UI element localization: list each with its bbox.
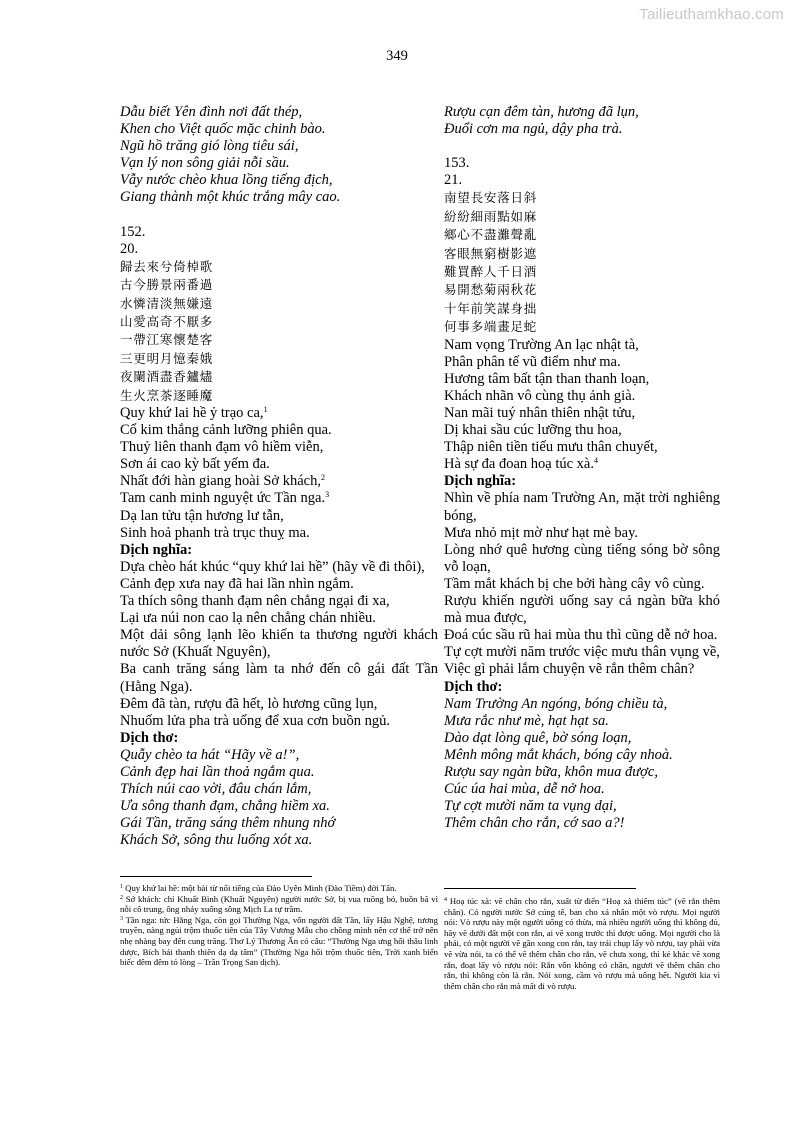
reading-line: Nhất đới hàn giang hoài Sở khách,$^2$ (120, 473, 325, 490)
poem-index: 152. (120, 223, 146, 240)
poem-line: Khách Sở, sông thu luống xót xa. (120, 832, 313, 849)
han-line: 生火烹茶逐睡魔 (120, 387, 214, 403)
poem-line: Thêm chân cho rắn, cớ sao a?! (444, 815, 625, 832)
footnote-ref[interactable]: 3 (325, 490, 330, 500)
han-line: 三更明月憶秦娥 (120, 350, 214, 366)
han-line: 一帶江寒懷楚客 (120, 332, 214, 348)
reading-line: Thập niên tiền tiếu mưu thân chuyết, (444, 439, 658, 456)
meaning-line: Dựa chèo hát khúc “quy khứ lai hề” (hãy về đi thôi), (120, 558, 425, 575)
poem-number: 21. (444, 172, 463, 189)
reading-line: Nam vọng Trường An lạc nhật tà, (444, 336, 639, 353)
meaning-line: Tự cợt mười năm trước việc mưu thân vụng về, (444, 644, 720, 661)
footnote: $^2$ Sở khách: chỉ Khuất Bình (Khuất Nguyên) người nước Sở, bị vua ruồng bỏ, buồn bã vì nỗi cô trung, ông nhảy xuống sông Mịch La tự trầm. (120, 893, 438, 915)
reading-line: Dạ lan tửu tận hương lư tẫn, (120, 507, 284, 524)
reading-line: Nan mãi tuý nhân thiên nhật tửu, (444, 405, 636, 421)
reading-line: Thuỷ liên thanh đạm vô hiềm viễn, (120, 439, 324, 456)
sino-vietnamese-reading (120, 405, 438, 542)
left-verse-end (120, 104, 438, 207)
reading-line: Cổ kim thắng cảnh lưỡng phiên qua. (120, 422, 332, 439)
han-line: 易開愁菊兩秋花 (444, 282, 538, 298)
han-line: 紛紛細雨點如麻 (444, 208, 538, 224)
verse-line: Vẫy nước chèo khua lồng tiếng địch, (120, 172, 333, 189)
meaning-line: Lòng nhớ quê hương cùng tiếng sóng bờ sông vỗ loạn, (444, 541, 720, 575)
han-line: 夜闌酒盡香鑪燼 (120, 369, 214, 385)
reading-line: Phân phân tế vũ điểm như ma. (444, 353, 621, 370)
han-line: 難買醉人千日酒 (444, 264, 538, 279)
reading-line: Sơn ái cao kỳ bất yếm đa. (120, 456, 270, 473)
reading-line: Tam canh minh nguyệt ức Tần nga.$^3$ (120, 490, 330, 507)
poem-line: Mênh mông mắt khách, bóng cây nhoà. (444, 746, 673, 763)
poem-line: Cúc úa hai mùa, dễ nở hoa. (444, 781, 605, 798)
footnote-ref[interactable]: 4 (594, 456, 598, 466)
han-line: 水憐清淡無嫌遠 (120, 295, 214, 311)
meaning-line: Nhuốm lửa pha trà uống để xua cơn buồn ngủ. (120, 712, 391, 729)
right-verse-end (444, 104, 720, 138)
meaning-line: Rượu khiến người uống say cả ngàn bữa khó mà mua được, (444, 593, 720, 627)
poem-translation (120, 747, 438, 850)
meaning-text (120, 559, 438, 730)
meaning-text (444, 490, 720, 678)
poem-number: 20. (120, 240, 139, 257)
poem-translation (444, 696, 720, 833)
verse-line: Khen cho Việt quốc mặc chinh bào. (120, 121, 326, 138)
poem-heading: Dịch thơ: (444, 678, 503, 695)
reading-line: Quy khứ lai hề ỷ trạo ca,$^1$ (120, 405, 268, 421)
left-footnotes (120, 883, 438, 968)
watermark: Tailieuthamkhao.com (639, 6, 784, 23)
poem-line: Cảnh đẹp hai lần thoả ngắm qua. (120, 763, 315, 780)
right-footnotes (444, 896, 720, 991)
meaning-line: Cảnh đẹp xưa nay đã hai lần nhìn ngắm. (120, 575, 354, 592)
reading-line: Dị khai sầu cúc lưỡng thu hoa, (444, 422, 622, 439)
footnote-ref[interactable]: 2 (320, 473, 325, 483)
meaning-line: Đêm đã tàn, rượu đã hết, lò hương cũng lụn, (120, 695, 378, 712)
han-line: 客眼無窮樹影遮 (444, 245, 538, 261)
meaning-line: Ba canh trăng sáng làm ta nhớ đến cô gái đất Tần (Hằng Nga). (120, 661, 438, 695)
sino-vietnamese-reading (444, 337, 720, 474)
han-line: 山愛高奇不厭多 (120, 313, 214, 329)
poem-line: Ưa sông thanh đạm, chẳng hiềm xa. (120, 798, 330, 815)
poem-index: 153. (444, 155, 470, 172)
meaning-line: Lại ưa núi non cao lạ nên chẳng chán nhiều. (120, 610, 376, 627)
reading-line: Hương tâm bất tận than thanh loạn, (444, 370, 650, 387)
verse-line: Đuổi cơn ma ngủ, dậy pha trà. (444, 121, 623, 138)
footnote: $^4$ Hoạ túc xà: vẽ chân cho rắn, xuất từ điển “Hoạ xà thiêm túc” (vẽ rắn thêm chân). Có người nước Sở cúng tế, ban cho xá nhân một vò rượu. Mọi người nói: Vò rượu này một người uống có thừa, mà nhiều người uống thì không đủ, hãy vẽ dưới đất một con rắn, ai vẽ xong trước thì được uống. Mọi người cho là phải, có một người vẽ gần xong con rắn, tay trái chụp lấy vò rượu, tay phải vừa vẽ vừa nói, ta có thể vẽ thêm chân cho rắn, vẽ chưa xong, thì kẻ khác vẽ xong rắn, đoạt lấy vò rượu nói: Rắn vốn không có chân, ngươi vẽ thêm chân cho rắn, thì không còn là rắn. Nói xong, cầm vò rượu mà uống hết. Người kia vì thêm chân cho rắn mà mất đi vò rượu. (444, 896, 720, 991)
footnote: $^1$ Quy khứ lai hề: một bài từ nổi tiếng của Đào Uyên Minh (Đào Tiềm) đời Tấn. (120, 883, 397, 893)
poem-line: Thích núi cao vời, đâu chán lắm, (120, 781, 312, 798)
footnote: $^3$ Tần nga: tức Hằng Nga, còn gọi Thường Nga, vốn người đất Tần, lấy Hậu Nghệ, tương truyền, nàng ngủi trộm thuốc tiên của Tây Vương Mẫu cho chồng mình nên cơ thể trở nên nhẹ nhàng bay đến cung trăng. Thơ Lý Thương Ẩn có câu: “Thường Nga ưng hối thâu linh dược, Bích hải thanh thiên dạ dạ tâm” (Thường Nga hối trộm thuốc tiên, Trời xanh biển biếc đêm đêm tỏ lòng – Trần Trọng San dịch). (120, 914, 438, 968)
reading-line: Khách nhãn vô cùng thụ ảnh già. (444, 387, 636, 404)
han-line: 十年前笑謀身拙 (444, 300, 538, 316)
meaning-heading: Dịch nghĩa: (120, 541, 193, 558)
han-line: 南望長安落日斜 (444, 190, 538, 206)
footnote-ref[interactable]: 1 (263, 405, 268, 414)
han-text (120, 258, 438, 405)
meaning-line: Nhìn về phía nam Trường An, mặt trời nghiêng bóng, (444, 490, 720, 524)
meaning-line: Ta thích sông thanh đạm nên chẳng ngại đi xa, (120, 593, 390, 610)
verse-line: Dẫu biết Yên đình nơi đất thép, (120, 104, 303, 120)
meaning-line: Tầm mắt khách bị che bởi hàng cây vô cùng. (444, 575, 705, 592)
verse-line: Giang thành một khúc trắng mây cao. (120, 189, 341, 206)
han-line: 歸去來兮倚棹歌 (120, 258, 214, 274)
page-number: 349 (386, 48, 408, 64)
poem-line: Dào dạt lòng quê, bờ sóng loạn, (444, 729, 632, 746)
poem-line: Nam Trường An ngóng, bóng chiều tà, (444, 695, 668, 712)
han-line: 何事多端畫足蛇 (444, 319, 538, 335)
reading-line: Hà sự đa đoan hoạ túc xà.$^4$ (444, 456, 598, 473)
left-column (120, 104, 438, 849)
han-line: 鄉心不盡灘聲亂 (444, 227, 538, 243)
poem-line: Quẫy chèo ta hát “Hãy về a!”, (120, 746, 300, 763)
meaning-line: Việc gì phải lắm chuyện vẽ rắn thêm chân? (444, 661, 695, 678)
meaning-heading: Dịch nghĩa: (444, 473, 517, 490)
footnote-rule (120, 876, 312, 877)
poem-heading: Dịch thơ: (120, 729, 179, 746)
verse-line: Rượu cạn đêm tàn, hương đã lụn, (444, 104, 639, 120)
footnote-rule (444, 888, 636, 889)
meaning-line: Đoá cúc sầu rũ hai mùa thu thì cũng dễ nở hoa. (444, 627, 718, 644)
poem-line: Gái Tần, trăng sáng thêm nhung nhớ (120, 815, 336, 832)
poem-line: Mưa rắc như mè, hạt hạt sa. (444, 712, 609, 729)
han-text (444, 189, 720, 336)
right-column (444, 104, 720, 832)
meaning-line: Mưa nhỏ mịt mờ như hạt mè bay. (444, 524, 639, 541)
meaning-line: Một dải sông lạnh lẽo khiến ta thương người khách nước Sở (Khuất Nguyên), (120, 627, 438, 661)
reading-line: Sinh hoả phanh trà trục thuỵ ma. (120, 524, 310, 541)
poem-line: Rượu say ngàn bữa, khôn mua được, (444, 763, 658, 780)
verse-line: Ngũ hồ trăng gió lòng tiêu sái, (120, 138, 299, 155)
verse-line: Vạn lý non sông giải nỗi sầu. (120, 155, 290, 172)
han-line: 古今勝景兩番過 (120, 277, 214, 293)
poem-line: Tự cợt mười năm ta vụng dại, (444, 798, 617, 815)
